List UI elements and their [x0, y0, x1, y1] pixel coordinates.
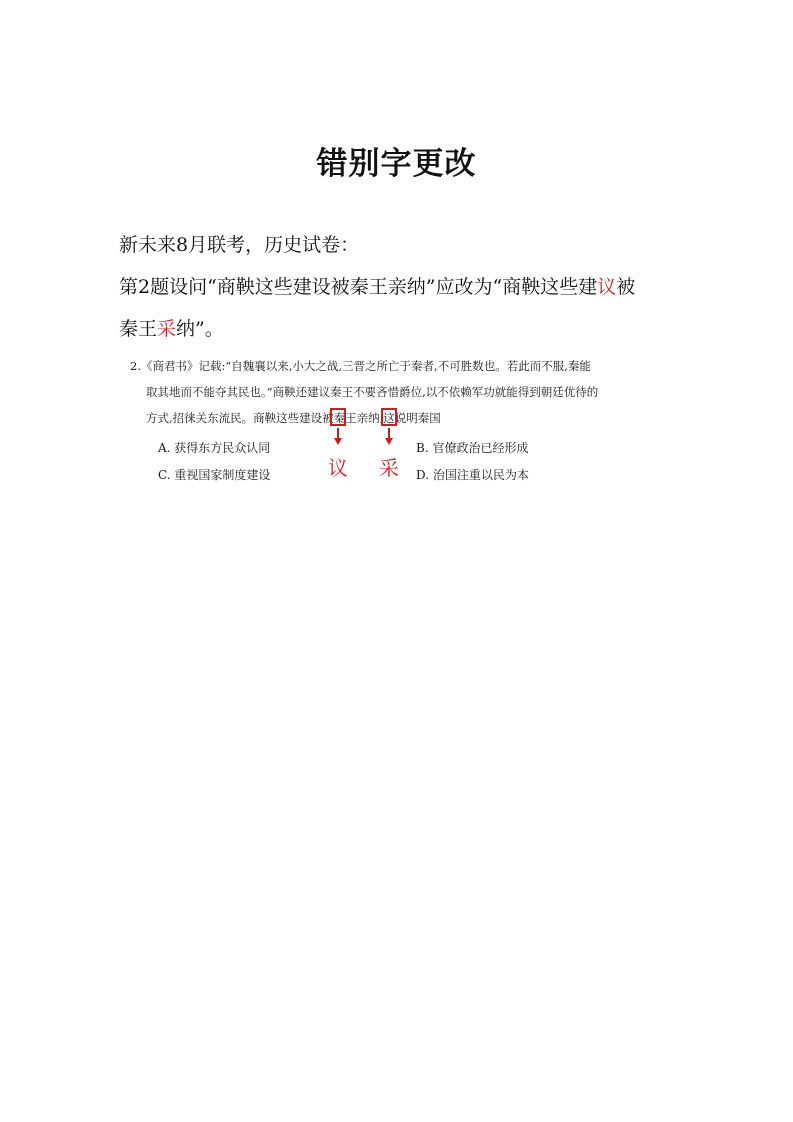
arrow-down-icon	[385, 438, 393, 445]
option-b: B. 官僚政治已经形成	[416, 441, 529, 455]
correction-text: 被	[616, 276, 636, 298]
error-box-qin	[381, 408, 397, 426]
arrow-line-2	[388, 428, 390, 438]
intro-text: 新未来8月联考，历史试卷：	[119, 234, 360, 256]
arrow-down-icon	[334, 438, 342, 445]
corrected-char-cai: 采	[157, 318, 177, 340]
correction-mark-cai: 采	[379, 456, 399, 480]
option-d: D. 治国注重以民为本	[416, 468, 529, 482]
option-c: C. 重视国家制度建设	[158, 468, 271, 482]
question-line-2: 取其地而不能夺其民也。”商鞅还建议秦王不要吝惜爵位,以不依赖军功就能得到朝廷优待的	[146, 385, 599, 399]
correction-mark-yi: 议	[328, 456, 348, 480]
correction-text: 纳”。	[176, 318, 224, 340]
question-line-1: 2.《商君书》记载:“自魏襄以来,小大之战,三晋之所亡于秦者,不可胜数也。若此而不服,秦能	[130, 359, 591, 373]
correction-line-2	[119, 314, 224, 341]
arrow-line-1	[337, 428, 339, 438]
correction-text: 第2题设问“商鞅这些建设被秦王亲纳”应改为“商鞅这些建	[119, 276, 598, 298]
corrected-char-yi: 议	[597, 276, 617, 298]
option-a: A. 获得东方民众认同	[158, 441, 271, 455]
page-title: 错别字更改	[316, 146, 477, 182]
question-line-3: 方式,招徕关东流民。商鞅这些建设被秦王亲纳,这说明秦国	[146, 411, 441, 425]
correction-text: 秦王	[119, 318, 158, 340]
correction-line-1	[119, 272, 635, 299]
error-box-she	[330, 408, 346, 426]
